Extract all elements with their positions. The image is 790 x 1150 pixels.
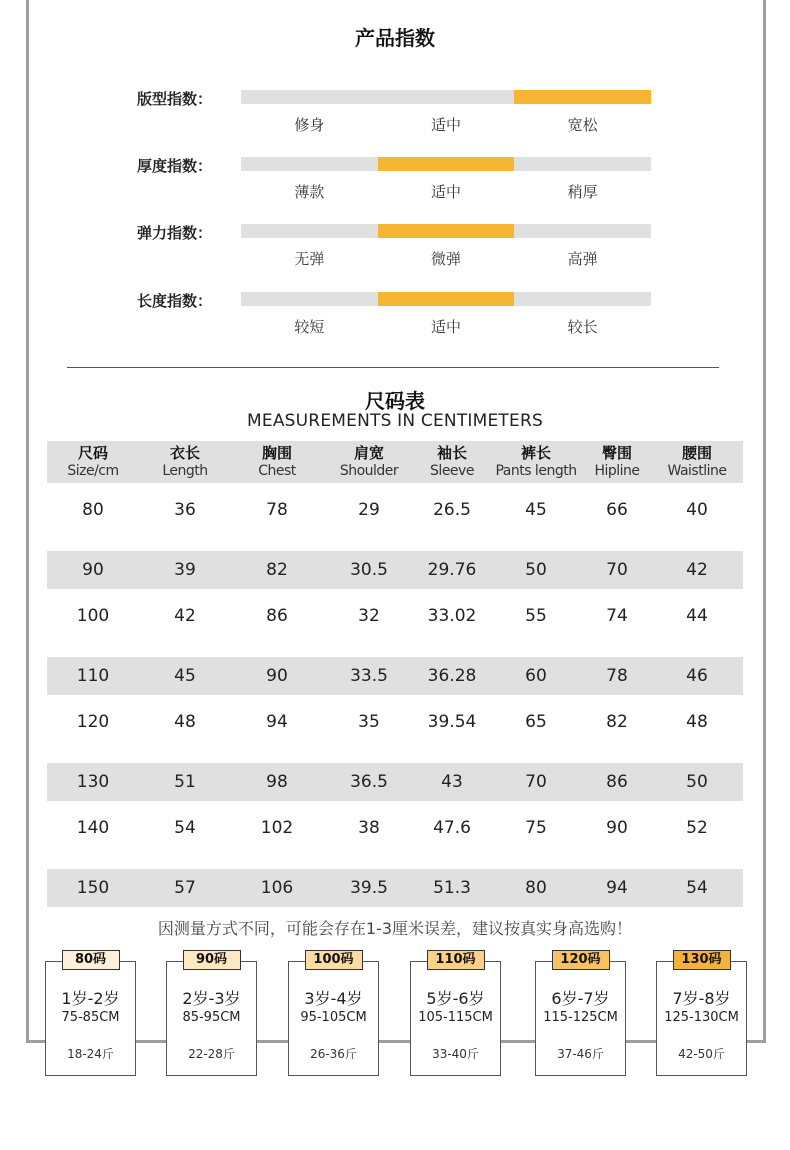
column-header-en: Pants length (495, 463, 577, 479)
table-cell: 65 (525, 711, 547, 732)
table-row (47, 657, 743, 695)
index-bar-segment (241, 90, 378, 104)
table-cell: 150 (76, 878, 110, 898)
table-cell: 100 (76, 605, 110, 626)
table-cell: 32 (358, 605, 380, 626)
row-gap (47, 748, 743, 763)
table-cell: 36 (174, 499, 196, 520)
size-badge: 120码 (552, 950, 610, 970)
table-cell: 80 (82, 499, 104, 520)
index-bar-segment (514, 157, 651, 171)
column-header-en: Chest (258, 463, 296, 479)
column-header-en: Waistline (667, 463, 727, 479)
index-option: 微弹 (431, 250, 462, 268)
table-header (47, 441, 743, 483)
table-cell: 29 (358, 499, 380, 520)
table-cell: 50 (686, 772, 708, 792)
table-cell: 70 (606, 560, 628, 580)
table-row (47, 589, 743, 642)
size-chart-subtitle: MEASUREMENTS IN CENTIMETERS (247, 411, 543, 431)
table-cell: 45 (525, 499, 547, 520)
column-header-en: Size/cm (67, 463, 119, 479)
table-cell: 48 (686, 711, 708, 732)
column-header-zh: 裤长 (520, 444, 551, 462)
table-cell: 60 (525, 666, 547, 686)
column-header (583, 444, 651, 480)
index-bar-segment (241, 224, 378, 238)
height-range: 95-105CM (300, 1010, 367, 1025)
table-cell: 50 (525, 560, 547, 580)
index-options (241, 114, 651, 135)
index-option: 修身 (294, 116, 325, 134)
index-option: 较短 (294, 318, 325, 336)
weight-range: 26-36斤 (310, 1047, 357, 1061)
size-badge: 130码 (673, 950, 731, 970)
index-option: 适中 (431, 318, 462, 336)
index-bar (241, 90, 651, 104)
table-cell: 90 (266, 666, 288, 686)
size-card (656, 952, 747, 1076)
table-cell: 54 (686, 878, 708, 898)
column-header-zh: 胸围 (261, 444, 292, 462)
index-label: 厚度指数： (137, 157, 213, 175)
index-option: 薄款 (294, 183, 325, 201)
table-cell: 46 (686, 666, 708, 686)
size-card (166, 952, 257, 1076)
table-cell: 42 (686, 560, 708, 580)
size-card (535, 952, 626, 1076)
row-gap (47, 642, 743, 657)
column-header-zh: 衣长 (169, 444, 200, 462)
column-header-en: Length (162, 463, 208, 479)
size-badge: 90码 (183, 950, 241, 970)
age-range: 1岁-2岁 (61, 989, 120, 1008)
table-cell: 29.76 (427, 560, 477, 580)
table-cell: 33.5 (350, 666, 388, 686)
size-badge: 100码 (305, 950, 363, 970)
index-bar-segment (241, 292, 378, 306)
table-cell: 40 (686, 499, 708, 520)
table-cell: 39.5 (350, 878, 388, 898)
index-options (241, 181, 651, 202)
age-range: 5岁-6岁 (426, 989, 485, 1008)
height-range: 125-130CM (664, 1010, 739, 1025)
table-cell: 48 (174, 711, 196, 732)
index-row (0, 90, 790, 140)
table-cell: 74 (606, 605, 628, 626)
size-card (410, 952, 501, 1076)
index-options (241, 248, 651, 269)
table-cell: 86 (606, 772, 628, 792)
size-badge: 80码 (62, 950, 120, 970)
table-row (47, 483, 743, 536)
index-row (0, 292, 790, 342)
column-header-en: Hipline (594, 463, 640, 479)
table-row (47, 869, 743, 907)
measurement-notice: 因测量方式不同，可能会存在1-3厘米误差，建议按真实身高选购！ (157, 919, 633, 938)
column-header-zh: 尺码 (77, 444, 108, 462)
index-label: 弹力指数： (137, 224, 213, 242)
age-range: 6岁-7岁 (551, 989, 610, 1008)
table-cell: 55 (525, 605, 547, 626)
weight-range: 33-40斤 (432, 1047, 479, 1061)
table-cell: 66 (606, 499, 628, 520)
table-cell: 57 (174, 878, 196, 898)
table-cell: 82 (266, 560, 288, 580)
index-bar-segment (514, 90, 651, 104)
weight-range: 37-46斤 (557, 1047, 604, 1061)
table-cell: 120 (76, 711, 110, 732)
index-bar (241, 224, 651, 238)
table-cell: 54 (174, 817, 196, 838)
column-header-zh: 腰围 (681, 444, 712, 462)
table-cell: 47.6 (433, 817, 471, 838)
column-header (415, 444, 489, 480)
height-range: 75-85CM (61, 1010, 120, 1025)
table-cell: 86 (266, 605, 288, 626)
table-cell: 52 (686, 817, 708, 838)
table-cell: 35 (358, 711, 380, 732)
table-cell: 140 (76, 817, 110, 838)
table-cell: 70 (525, 772, 547, 792)
index-label: 版型指数： (137, 90, 213, 108)
size-card (45, 952, 136, 1076)
height-range: 115-125CM (543, 1010, 618, 1025)
table-row (47, 763, 743, 801)
table-cell: 38 (358, 817, 380, 838)
size-chart-title: 尺码表 (365, 389, 425, 413)
index-options (241, 316, 651, 337)
table-cell: 80 (525, 878, 547, 898)
row-gap (47, 854, 743, 869)
weight-range: 18-24斤 (67, 1047, 114, 1061)
table-cell: 78 (266, 499, 288, 520)
index-bar-segment (378, 90, 515, 104)
column-header-zh: 袖长 (436, 444, 467, 462)
index-option: 高弹 (567, 250, 598, 268)
row-gap (47, 536, 743, 551)
age-range: 7岁-8岁 (672, 989, 731, 1008)
age-range: 2岁-3岁 (182, 989, 241, 1008)
frame-bottom-border (26, 1040, 766, 1043)
table-cell: 30.5 (350, 560, 388, 580)
index-bar (241, 292, 651, 306)
column-header (231, 444, 323, 480)
size-table (47, 441, 743, 907)
table-cell: 42 (174, 605, 196, 626)
table-cell: 94 (266, 711, 288, 732)
table-cell: 45 (174, 666, 196, 686)
table-cell: 102 (260, 817, 294, 838)
index-bar-segment (514, 224, 651, 238)
table-cell: 75 (525, 817, 547, 838)
table-cell: 39 (174, 560, 196, 580)
table-cell: 44 (686, 605, 708, 626)
table-cell: 78 (606, 666, 628, 686)
index-bar-segment (378, 224, 515, 238)
column-header (323, 444, 415, 480)
table-cell: 51.3 (433, 878, 471, 898)
weight-range: 42-50斤 (678, 1047, 725, 1061)
index-label: 长度指数： (137, 292, 213, 310)
table-cell: 106 (260, 878, 294, 898)
table-cell: 110 (76, 666, 110, 686)
column-header (139, 444, 231, 480)
table-cell: 33.02 (427, 605, 477, 626)
height-range: 85-95CM (182, 1010, 241, 1025)
size-badge: 110码 (427, 950, 485, 970)
index-row (0, 157, 790, 207)
table-row (47, 551, 743, 589)
index-option: 适中 (431, 183, 462, 201)
column-header (651, 444, 743, 480)
table-cell: 36.5 (350, 772, 388, 792)
table-cell: 94 (606, 878, 628, 898)
index-option: 宽松 (567, 116, 598, 134)
index-bar-segment (241, 157, 378, 171)
index-option: 稍厚 (567, 183, 598, 201)
index-option: 无弹 (294, 250, 325, 268)
table-cell: 82 (606, 711, 628, 732)
column-header-en: Shoulder (339, 463, 399, 479)
table-cell: 36.28 (427, 666, 477, 686)
age-range: 3岁-4岁 (304, 989, 363, 1008)
size-card (288, 952, 379, 1076)
height-range: 105-115CM (418, 1010, 493, 1025)
table-cell: 43 (441, 772, 463, 792)
table-row (47, 695, 743, 748)
table-cell: 98 (266, 772, 288, 792)
column-header (489, 444, 583, 480)
index-option: 适中 (431, 116, 462, 134)
column-header-zh: 臀围 (601, 444, 632, 462)
index-bar-segment (514, 292, 651, 306)
table-row (47, 801, 743, 854)
table-cell: 39.54 (427, 711, 477, 732)
column-header (47, 444, 139, 480)
product-index-title: 产品指数 (355, 26, 435, 50)
table-body (47, 483, 743, 907)
table-cell: 26.5 (433, 499, 471, 520)
index-bar (241, 157, 651, 171)
section-divider (67, 367, 719, 368)
table-cell: 90 (82, 560, 104, 580)
index-bar-segment (378, 292, 515, 306)
index-row (0, 224, 790, 274)
table-cell: 51 (174, 772, 196, 792)
column-header-en: Sleeve (430, 463, 474, 479)
weight-range: 22-28斤 (188, 1047, 235, 1061)
table-cell: 90 (606, 817, 628, 838)
index-option: 较长 (567, 318, 598, 336)
table-cell: 130 (76, 772, 110, 792)
column-header-zh: 肩宽 (353, 444, 384, 462)
index-bar-segment (378, 157, 515, 171)
